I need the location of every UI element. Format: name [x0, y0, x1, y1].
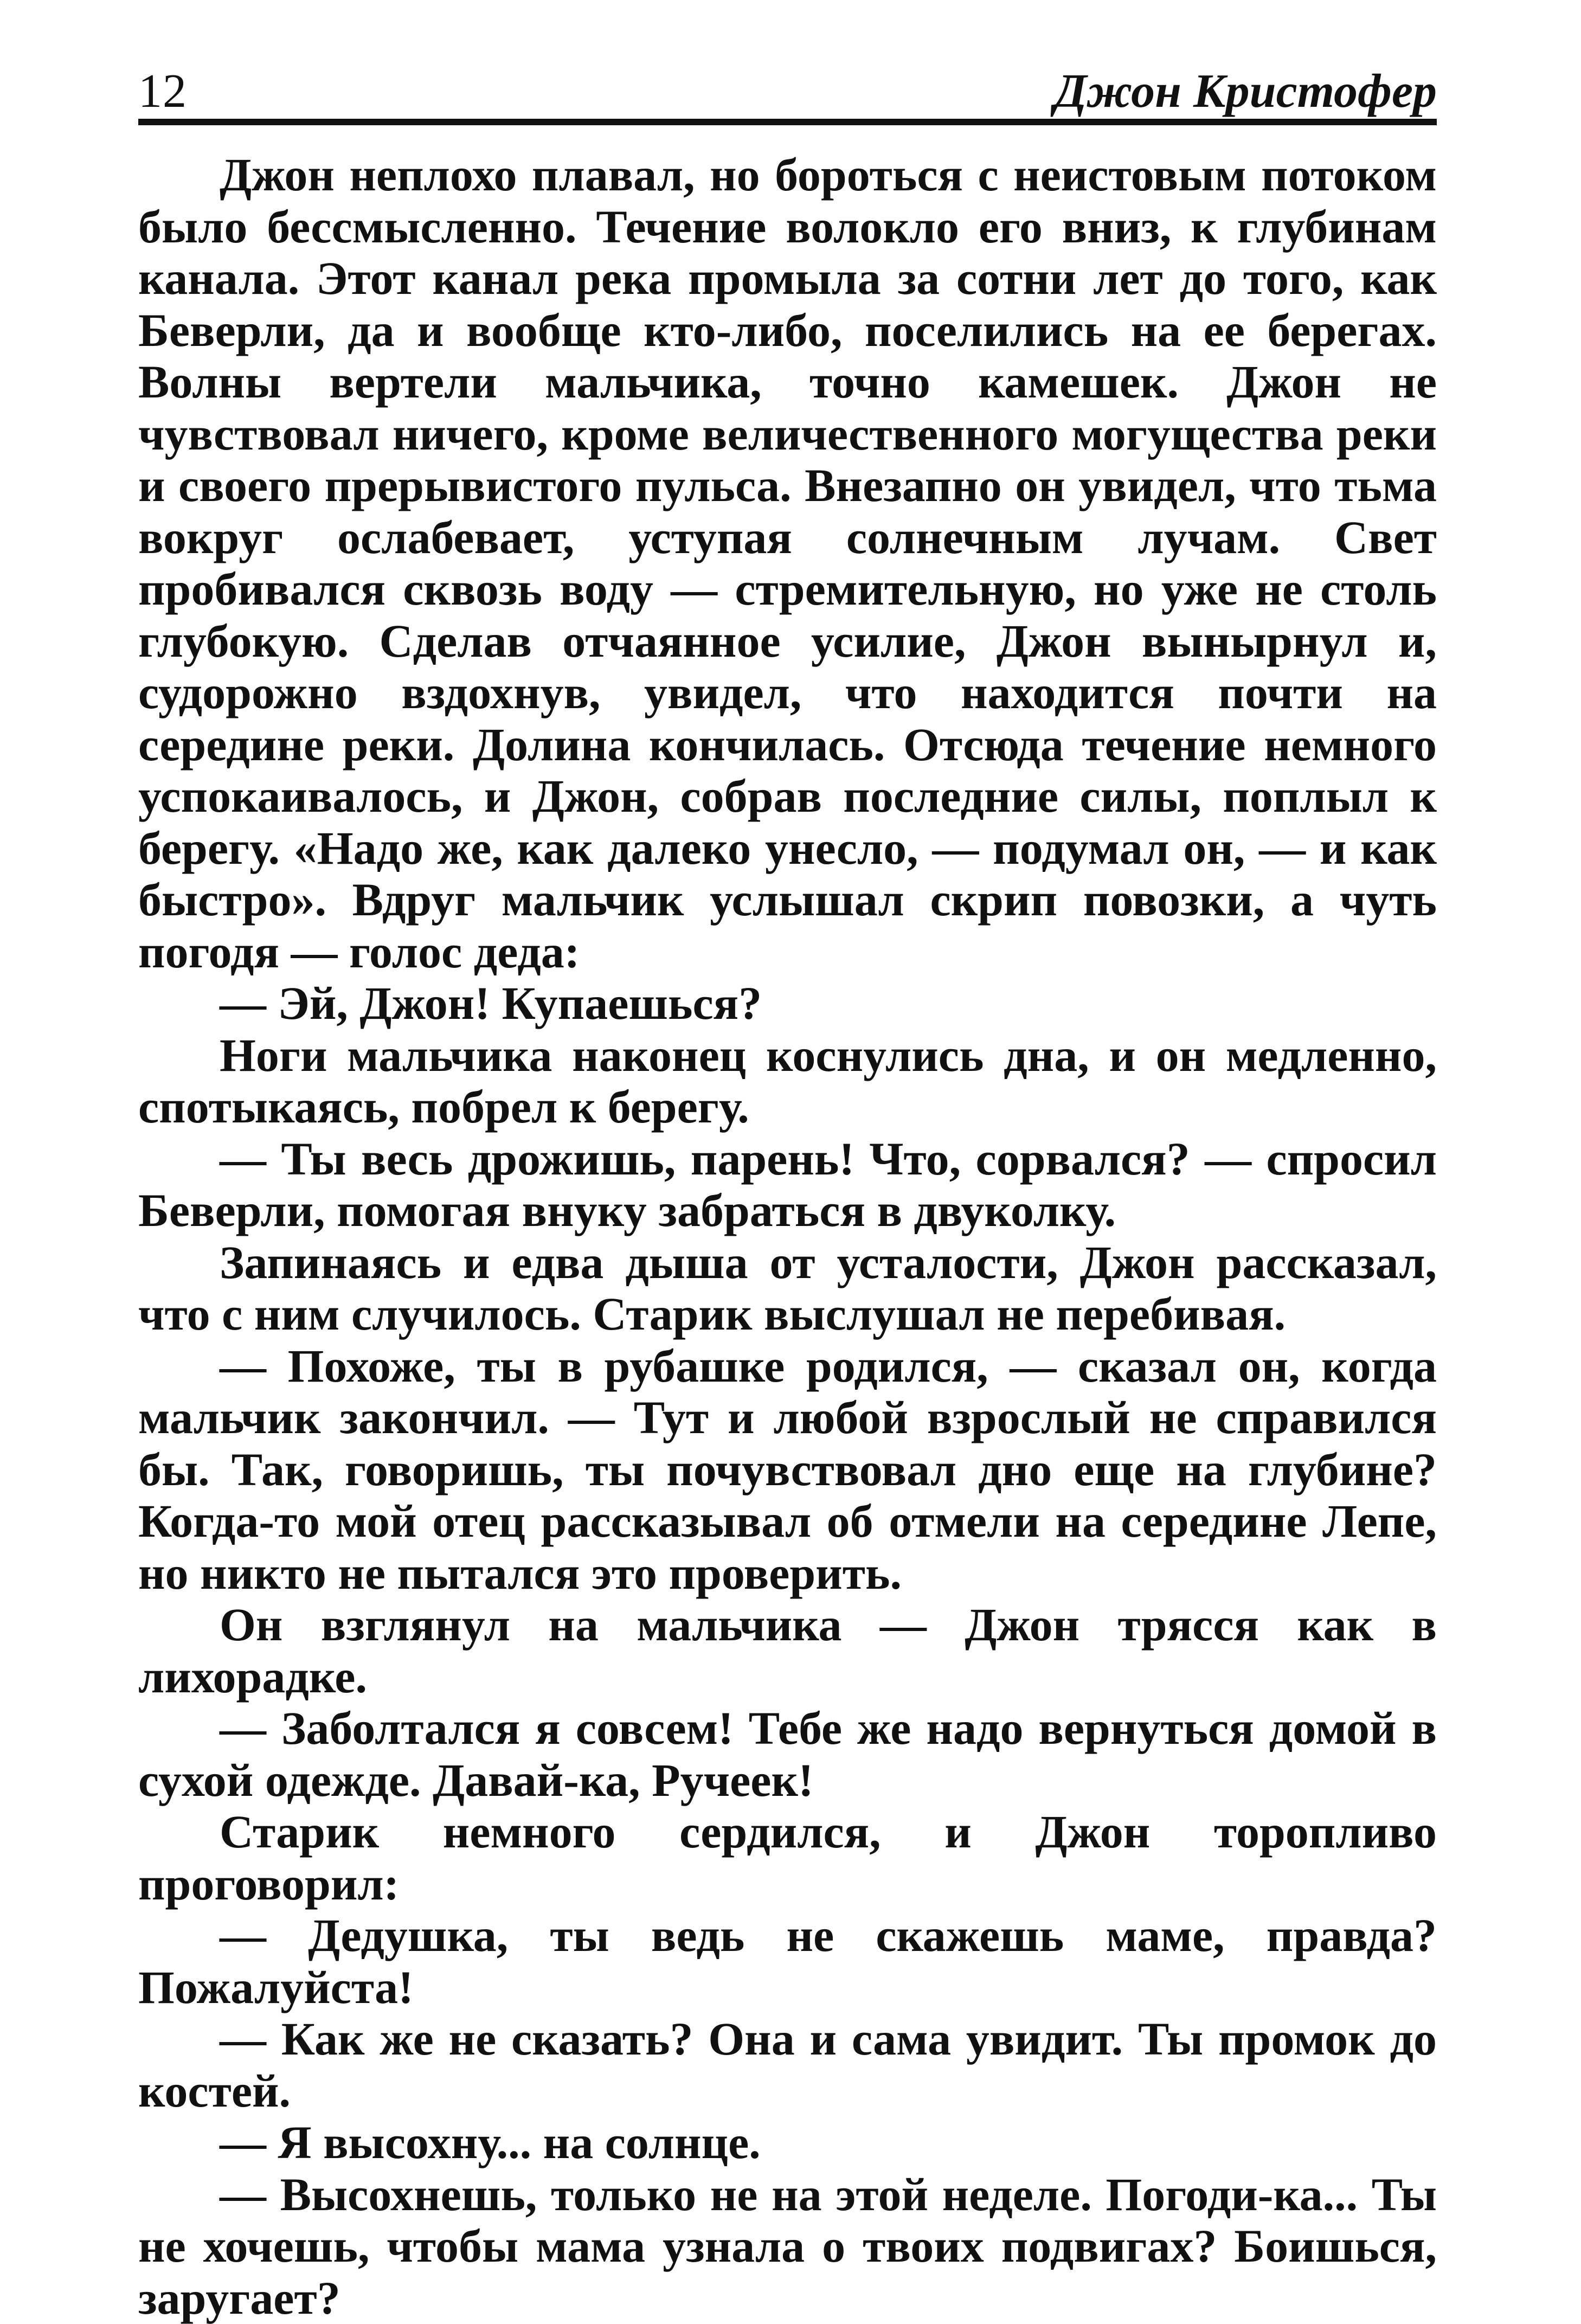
paragraph: Ноги мальчика наконец коснулись дна, и он медленно, спотыкаясь, побрел к берегу. [138, 1030, 1437, 1133]
paragraph: — Эй, Джон! Купаешься? [138, 978, 1437, 1030]
paragraph: — Высохнешь, только не на этой неделе. Погоди-ка... Ты не хочешь, чтобы мама узнала о твоих подвигах? Боишься, заругает? [138, 2169, 1437, 2324]
author-name: Джон Кристофер [1054, 68, 1437, 115]
paragraph: Старик немного сердился, и Джон торопливо проговорил: [138, 1806, 1437, 1910]
running-head [138, 46, 1437, 125]
paragraph: — Я высохну... на солнце. [138, 2117, 1437, 2169]
paragraph: — Заболтался я совсем! Тебе же надо вернуться домой в сухой одежде. Давай-ка, Ручеек! [138, 1703, 1437, 1806]
page-number: 12 [138, 68, 187, 115]
paragraph: — Ты весь дрожишь, парень! Что, сорвался? — спросил Беверли, помогая внуку забраться в двуколку. [138, 1133, 1437, 1237]
paragraph: Запинаясь и едва дыша от усталости, Джон рассказал, что с ним случилось. Старик выслушал не перебивая. [138, 1237, 1437, 1340]
paragraph: — Похоже, ты в рубашке родился, — сказал он, когда мальчик закончил. — Тут и любой взрослый не справился бы. Так, говоришь, ты почувствовал дно еще на глубине? Когда-то мой отец рассказывал об отмели на середине Лепе, но никто не пытался это проверить. [138, 1340, 1437, 1600]
paragraph: Джон неплохо плавал, но бороться с неистовым потоком было бессмысленно. Течение волокло его вниз, к глубинам канала. Этот канал река промыла за сотни лет до того, как Беверли, да и вообще кто-либо, поселились на ее берегах. Волны вертели мальчика, точно камешек. Джон не чувствовал ничего, кроме величественного могущества реки и своего прерывистого пульса. Внезапно он увидел, что тьма вокруг ослабевает, уступая солнечным лучам. Свет пробивался сквозь воду — стремительную, но уже не столь глубокую. Сделав отчаянное усилие, Джон вынырнул и, судорожно вздохнув, увидел, что находится почти на середине реки. Долина кончилась. Отсюда течение немного успокаивалось, и Джон, собрав последние силы, поплыл к берегу. «Надо же, как далеко унесло, — подумал он, — и как быстро». Вдруг мальчик услышал скрип повозки, а чуть погодя — голос деда: [138, 149, 1437, 978]
paragraph: — Дедушка, ты ведь не скажешь маме, правда? Пожалуйста! [138, 1910, 1437, 2013]
body-text [138, 149, 1437, 2324]
book-page [138, 46, 1437, 2275]
paragraph: Он взглянул на мальчика — Джон трясся как в лихорадке. [138, 1599, 1437, 1703]
paragraph: — Как же не сказать? Она и сама увидит. Ты промок до костей. [138, 2013, 1437, 2117]
